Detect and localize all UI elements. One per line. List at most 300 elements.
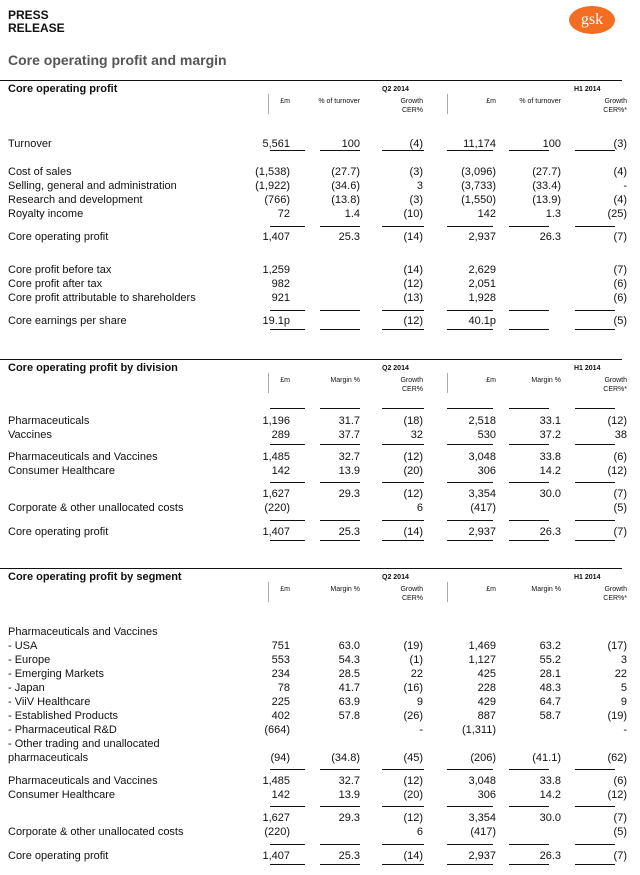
press-release-label xyxy=(8,9,65,35)
row-value: 1,469 xyxy=(468,640,496,652)
row-value: (3,733) xyxy=(461,180,496,192)
row-value: (45) xyxy=(403,752,423,764)
subtotal-rule xyxy=(509,329,549,330)
row-label: - Japan xyxy=(8,682,45,694)
subtotal-rule xyxy=(382,444,424,445)
table-row xyxy=(0,464,640,478)
column-header: Growth CER% xyxy=(400,586,423,602)
row-value: 402 xyxy=(271,710,290,722)
row-label: Corporate & other unallocated costs xyxy=(8,502,184,514)
subtotal-rule xyxy=(575,408,615,409)
row-value: 6 xyxy=(416,826,423,838)
row-label: Consumer Healthcare xyxy=(8,465,115,477)
column-header: £m xyxy=(280,586,290,593)
subtotal-rule xyxy=(447,310,493,311)
row-value: 9 xyxy=(416,696,423,708)
row-value: 1,127 xyxy=(468,654,496,666)
row-value: 3 xyxy=(620,654,627,666)
row-value: 40.1p xyxy=(468,315,496,327)
row-value: (7) xyxy=(613,850,627,862)
row-value: 142 xyxy=(271,465,290,477)
row-value: 48.3 xyxy=(539,682,561,694)
subtotal-rule xyxy=(509,408,549,409)
subtotal-rule xyxy=(575,482,615,483)
row-value: 2,937 xyxy=(468,526,496,538)
period-q2: Q2 2014 xyxy=(382,574,409,581)
row-label: - USA xyxy=(8,640,38,652)
column-header: £m xyxy=(486,377,496,384)
subtotal-rule xyxy=(270,329,305,330)
subtotal-rule xyxy=(320,408,360,409)
page-title: Core operating profit and margin xyxy=(8,52,227,68)
release-text: RELEASE xyxy=(8,21,65,35)
column-header: Growth CER% xyxy=(400,98,423,114)
subtotal-rule xyxy=(320,769,360,770)
subtotal-rule xyxy=(382,540,424,541)
row-label: Core profit after tax xyxy=(8,278,103,290)
row-value: (19) xyxy=(607,710,627,722)
subtotal-rule xyxy=(509,482,549,483)
row-value: 530 xyxy=(477,429,496,441)
subtotal-rule xyxy=(320,226,360,227)
row-value: (1,538) xyxy=(255,166,290,178)
row-value: (19) xyxy=(403,640,423,652)
subtotal-rule xyxy=(509,864,549,865)
row-value: (4) xyxy=(613,194,627,206)
row-value: 5,561 xyxy=(262,138,290,150)
subtotal-rule xyxy=(575,540,615,541)
row-value: 1,407 xyxy=(262,850,290,862)
row-label: - Europe xyxy=(8,654,51,666)
table-row xyxy=(0,639,640,653)
row-value: 25.3 xyxy=(338,526,360,538)
row-value: (6) xyxy=(613,451,627,463)
row-label: Turnover xyxy=(8,138,52,150)
row-value: 1,928 xyxy=(468,292,496,304)
column-header: Growth CER%* xyxy=(603,377,627,393)
row-value: (12) xyxy=(403,451,423,463)
row-value: (3,096) xyxy=(461,166,496,178)
row-value: (62) xyxy=(607,752,627,764)
subtotal-rule xyxy=(270,408,305,409)
subtotal-rule xyxy=(270,844,305,845)
row-value: (4) xyxy=(409,138,423,150)
row-value: 33.1 xyxy=(539,415,561,427)
row-value: 1.3 xyxy=(545,208,561,220)
row-value: 19.1p xyxy=(262,315,290,327)
table-row xyxy=(0,667,640,681)
table-row xyxy=(0,525,640,539)
table-row xyxy=(0,450,640,464)
row-value: 26.3 xyxy=(539,526,561,538)
row-value: (6) xyxy=(613,775,627,787)
row-label: Pharmaceuticals and Vaccines xyxy=(8,626,158,638)
row-value: 54.3 xyxy=(338,654,360,666)
column-header: £m xyxy=(486,98,496,105)
table-row xyxy=(0,263,640,277)
row-value: (34.8) xyxy=(331,752,360,764)
row-value: (41.1) xyxy=(532,752,561,764)
row-value: 6 xyxy=(416,502,423,514)
row-value: 64.7 xyxy=(539,696,561,708)
row-value: (10) xyxy=(403,208,423,220)
row-value: 78 xyxy=(277,682,290,694)
table-row xyxy=(0,193,640,207)
row-value: (17) xyxy=(607,640,627,652)
row-value: 29.3 xyxy=(338,488,360,500)
row-value: 2,518 xyxy=(468,415,496,427)
row-value: (18) xyxy=(403,415,423,427)
column-separator xyxy=(447,373,448,393)
row-value: 22 xyxy=(410,668,423,680)
row-value: 1,259 xyxy=(262,264,290,276)
subtotal-rule xyxy=(447,444,493,445)
subtotal-rule xyxy=(382,150,424,151)
row-value: (5) xyxy=(613,315,627,327)
row-value: 100 xyxy=(341,138,360,150)
row-value: (6) xyxy=(613,278,627,290)
table-row xyxy=(0,207,640,221)
column-header: Margin % xyxy=(330,586,360,593)
row-value: (417) xyxy=(470,502,496,514)
subtotal-rule xyxy=(270,540,305,541)
row-value: (16) xyxy=(403,682,423,694)
row-label: Core earnings per share xyxy=(8,315,127,327)
row-value: 14.2 xyxy=(539,465,561,477)
row-value: 13.9 xyxy=(338,465,360,477)
row-value: (20) xyxy=(403,789,423,801)
row-value: (6) xyxy=(613,292,627,304)
row-label: Royalty income xyxy=(8,208,84,220)
row-value: (26) xyxy=(403,710,423,722)
row-value: 2,629 xyxy=(468,264,496,276)
section-top-rule xyxy=(0,568,622,569)
row-value: (1,550) xyxy=(461,194,496,206)
row-value: 22 xyxy=(614,668,627,680)
row-label: Pharmaceuticals and Vaccines xyxy=(8,451,158,463)
column-header: Growth CER%* xyxy=(603,98,627,114)
subtotal-rule xyxy=(447,769,493,770)
row-value: 553 xyxy=(271,654,290,666)
subtotal-rule xyxy=(382,806,424,807)
table-row xyxy=(0,137,640,151)
row-value: 63.9 xyxy=(338,696,360,708)
subtotal-rule xyxy=(509,310,549,311)
subtotal-rule xyxy=(382,482,424,483)
row-value: 1,627 xyxy=(262,812,290,824)
table-row xyxy=(0,825,640,839)
table-row xyxy=(0,788,640,802)
column-separator xyxy=(447,94,448,114)
row-value: (766) xyxy=(264,194,290,206)
row-value: (4) xyxy=(613,166,627,178)
subtotal-rule xyxy=(382,769,424,770)
subtotal-rule xyxy=(447,540,493,541)
row-value: 3,048 xyxy=(468,775,496,787)
subtotal-rule xyxy=(320,864,360,865)
row-value: (13) xyxy=(403,292,423,304)
subtotal-rule xyxy=(509,769,549,770)
subtotal-rule xyxy=(382,310,424,311)
row-value: (1,922) xyxy=(255,180,290,192)
period-h1: H1 2014 xyxy=(574,574,601,581)
subtotal-rule xyxy=(509,844,549,845)
subtotal-rule xyxy=(270,482,305,483)
row-label: Research and development xyxy=(8,194,143,206)
table-row xyxy=(0,165,640,179)
section-heading: Core operating profit by segment xyxy=(8,571,182,583)
column-header: Margin % xyxy=(531,377,561,384)
row-value: 26.3 xyxy=(539,231,561,243)
subtotal-rule xyxy=(509,806,549,807)
subtotal-rule xyxy=(270,806,305,807)
row-value: 28.5 xyxy=(338,668,360,680)
row-value: (27.7) xyxy=(331,166,360,178)
row-label: - Established Products xyxy=(8,710,119,722)
row-value: 30.0 xyxy=(539,488,561,500)
table-row xyxy=(0,230,640,244)
row-value: (417) xyxy=(470,826,496,838)
row-value: 306 xyxy=(477,789,496,801)
table-row xyxy=(0,501,640,515)
row-label: Vaccines xyxy=(8,429,52,441)
row-value: 33.8 xyxy=(539,451,561,463)
subtotal-rule xyxy=(270,864,305,865)
row-label: pharmaceuticals xyxy=(8,752,89,764)
column-header: Margin % xyxy=(330,377,360,384)
row-value: (7) xyxy=(613,488,627,500)
table-row xyxy=(0,179,640,193)
subtotal-rule xyxy=(447,150,493,151)
period-h1: H1 2014 xyxy=(574,365,601,372)
row-label: Core operating profit xyxy=(8,526,109,538)
row-value: (1) xyxy=(409,654,423,666)
row-value: 1,196 xyxy=(262,415,290,427)
column-separator xyxy=(447,582,448,602)
table-row xyxy=(0,681,640,695)
row-label: Pharmaceuticals and Vaccines xyxy=(8,775,158,787)
row-value: 306 xyxy=(477,465,496,477)
row-value: 63.0 xyxy=(338,640,360,652)
row-value: 13.9 xyxy=(338,789,360,801)
row-label: Consumer Healthcare xyxy=(8,789,115,801)
table-row xyxy=(0,291,640,305)
row-value: 228 xyxy=(477,682,496,694)
table-row xyxy=(0,487,640,501)
row-value: (27.7) xyxy=(532,166,561,178)
press-text: PRESS xyxy=(8,8,49,22)
subtotal-rule xyxy=(575,150,615,151)
row-value: 2,051 xyxy=(468,278,496,290)
row-value: 3,048 xyxy=(468,451,496,463)
row-value: (5) xyxy=(613,502,627,514)
row-value: 58.7 xyxy=(539,710,561,722)
table-row xyxy=(0,695,640,709)
row-value: 751 xyxy=(271,640,290,652)
row-value: (7) xyxy=(613,231,627,243)
subtotal-rule xyxy=(270,310,305,311)
subtotal-rule xyxy=(382,864,424,865)
row-value: 37.2 xyxy=(539,429,561,441)
row-value: (220) xyxy=(264,502,290,514)
row-value: 1,407 xyxy=(262,526,290,538)
row-value: 9 xyxy=(620,696,627,708)
subtotal-rule xyxy=(382,329,424,330)
column-header: £m xyxy=(280,98,290,105)
subtotal-rule xyxy=(270,520,305,521)
row-value: (206) xyxy=(470,752,496,764)
row-value: 30.0 xyxy=(539,812,561,824)
subtotal-rule xyxy=(447,482,493,483)
column-header: £m xyxy=(280,377,290,384)
row-value: 29.3 xyxy=(338,812,360,824)
row-value: 33.8 xyxy=(539,775,561,787)
row-value: 28.1 xyxy=(539,668,561,680)
subtotal-rule xyxy=(509,444,549,445)
row-value: (664) xyxy=(264,724,290,736)
table-row xyxy=(0,811,640,825)
subtotal-rule xyxy=(509,226,549,227)
row-label: Core operating profit xyxy=(8,850,109,862)
row-value: 1,627 xyxy=(262,488,290,500)
subtotal-rule xyxy=(575,844,615,845)
section-top-rule xyxy=(0,80,622,81)
subtotal-rule xyxy=(447,864,493,865)
table-row xyxy=(0,737,640,751)
row-value: 5 xyxy=(620,682,627,694)
subtotal-rule xyxy=(575,310,615,311)
row-value: (14) xyxy=(403,231,423,243)
subtotal-rule xyxy=(270,150,305,151)
table-row xyxy=(0,849,640,863)
row-value: 11,174 xyxy=(463,138,496,150)
row-value: (13.8) xyxy=(331,194,360,206)
subtotal-rule xyxy=(320,844,360,845)
subtotal-rule xyxy=(575,329,615,330)
row-value: 429 xyxy=(477,696,496,708)
row-value: 887 xyxy=(477,710,496,722)
subtotal-rule xyxy=(270,444,305,445)
row-value: 921 xyxy=(271,292,290,304)
row-value: (14) xyxy=(403,850,423,862)
subtotal-rule xyxy=(320,150,360,151)
row-value: 55.2 xyxy=(539,654,561,666)
row-value: (20) xyxy=(403,465,423,477)
row-value: (12) xyxy=(403,812,423,824)
table-row xyxy=(0,314,640,328)
row-value: 3 xyxy=(416,180,423,192)
subtotal-rule xyxy=(320,444,360,445)
row-value: 3,354 xyxy=(468,812,496,824)
subtotal-rule xyxy=(382,226,424,227)
row-value: 31.7 xyxy=(338,415,360,427)
row-value: 32.7 xyxy=(338,775,360,787)
row-value: 37.7 xyxy=(338,429,360,441)
table-row xyxy=(0,277,640,291)
row-value: (1,311) xyxy=(461,724,496,736)
subtotal-rule xyxy=(320,806,360,807)
row-value: 3,354 xyxy=(468,488,496,500)
subtotal-rule xyxy=(575,769,615,770)
row-label: Cost of sales xyxy=(8,166,72,178)
row-value: (5) xyxy=(613,826,627,838)
row-value: 32 xyxy=(410,429,423,441)
table-row xyxy=(0,723,640,737)
subtotal-rule xyxy=(447,806,493,807)
row-value: (7) xyxy=(613,526,627,538)
row-value: (12) xyxy=(403,775,423,787)
subtotal-rule xyxy=(575,444,615,445)
row-value: 63.2 xyxy=(539,640,561,652)
row-value: 142 xyxy=(271,789,290,801)
period-q2: Q2 2014 xyxy=(382,86,409,93)
table-row xyxy=(0,625,640,639)
subtotal-rule xyxy=(575,226,615,227)
subtotal-rule xyxy=(447,520,493,521)
row-label: Core profit before tax xyxy=(8,264,112,276)
table-row xyxy=(0,709,640,723)
row-value: 26.3 xyxy=(539,850,561,862)
row-value: (25) xyxy=(607,208,627,220)
subtotal-rule xyxy=(509,520,549,521)
table-row xyxy=(0,751,640,765)
row-value: (12) xyxy=(403,278,423,290)
row-value: 32.7 xyxy=(338,451,360,463)
row-value: (13.9) xyxy=(532,194,561,206)
row-label: - Emerging Markets xyxy=(8,668,104,680)
subtotal-rule xyxy=(575,864,615,865)
row-value: (34.6) xyxy=(331,180,360,192)
row-value: - xyxy=(419,724,423,736)
row-value: - xyxy=(623,724,627,736)
row-value: 1,485 xyxy=(262,775,290,787)
subtotal-rule xyxy=(270,226,305,227)
row-value: 57.8 xyxy=(338,710,360,722)
row-value: (12) xyxy=(607,789,627,801)
row-value: (220) xyxy=(264,826,290,838)
subtotal-rule xyxy=(509,150,549,151)
table-row xyxy=(0,414,640,428)
row-value: 1,407 xyxy=(262,231,290,243)
row-value: 38 xyxy=(614,429,627,441)
row-value: 41.7 xyxy=(338,682,360,694)
column-header: Growth CER% xyxy=(400,377,423,393)
row-value: (12) xyxy=(403,315,423,327)
row-value: 425 xyxy=(477,668,496,680)
row-label: - Other trading and unallocated xyxy=(8,738,160,750)
row-value: (3) xyxy=(409,194,423,206)
subtotal-rule xyxy=(320,310,360,311)
subtotal-rule xyxy=(447,844,493,845)
row-label: Selling, general and administration xyxy=(8,180,177,192)
row-value: (3) xyxy=(613,138,627,150)
subtotal-rule xyxy=(447,408,493,409)
row-value: 14.2 xyxy=(539,789,561,801)
row-label: Corporate & other unallocated costs xyxy=(8,826,184,838)
table-row xyxy=(0,653,640,667)
subtotal-rule xyxy=(509,540,549,541)
row-value: (12) xyxy=(403,488,423,500)
column-header: % of turnover xyxy=(519,98,561,105)
subtotal-rule xyxy=(320,329,360,330)
subtotal-rule xyxy=(270,769,305,770)
row-value: 142 xyxy=(477,208,496,220)
period-h1: H1 2014 xyxy=(574,86,601,93)
subtotal-rule xyxy=(575,806,615,807)
row-value: (33.4) xyxy=(532,180,561,192)
subtotal-rule xyxy=(447,226,493,227)
row-label: Pharmaceuticals xyxy=(8,415,90,427)
